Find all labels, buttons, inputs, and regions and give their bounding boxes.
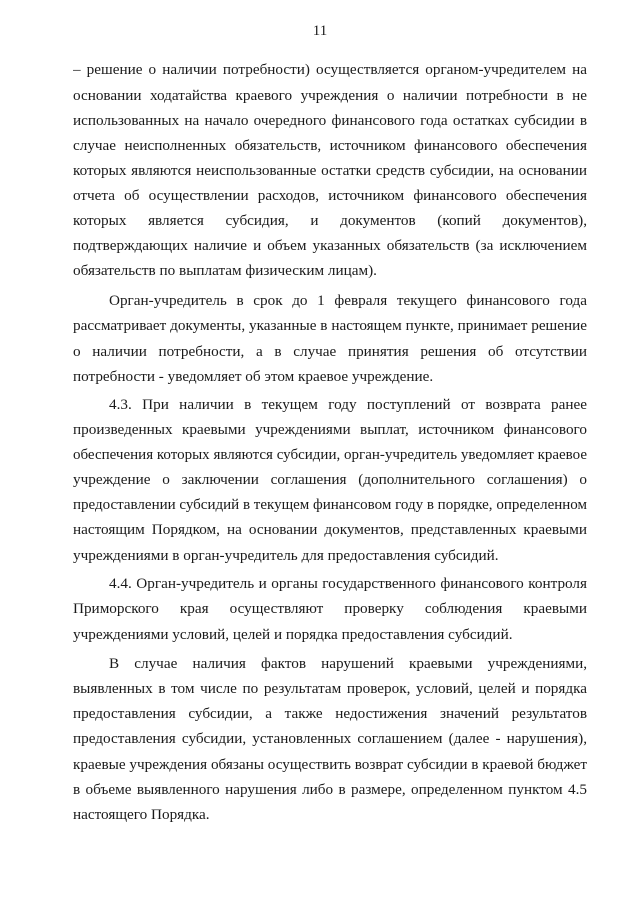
text-line: учреждениями условий, целей и порядка предоставления субсидий. <box>73 626 513 643</box>
text-line: Орган-учредитель в срок до 1 февраля текущего финансового года <box>109 292 587 309</box>
text-line: подтверждающих наличие и объем указанных обязательств (за исключением <box>73 237 587 254</box>
text-line: учреждение о заключении соглашения (дополнительного соглашения) о <box>73 471 587 488</box>
text-line: настоящим Порядком, на основании документов, представленных краевыми <box>73 521 587 538</box>
text-line: предоставлении субсидий в текущем финансовом году в порядке, определенном <box>73 497 587 513</box>
text-line: обеспечения которых являются субсидии, орган-учредитель уведомляет краевое <box>73 447 587 463</box>
text-line: в объеме выявленного нарушения либо в размере, определенном пунктом 4.5 <box>73 781 587 798</box>
text-line: отчета об осуществлении расходов, источником финансового обеспечения <box>73 187 587 204</box>
text-line: обязательств по выплатам физическим лицам). <box>73 262 377 279</box>
text-line: потребности - уведомляет об этом краевое учреждение. <box>73 368 434 385</box>
text-line: о наличии потребности, а в случае принятия решения об отсутствии <box>73 343 587 360</box>
text-line: использованных на начало очередного финансового года остатках субсидии в <box>73 112 587 129</box>
text-line: 4.4. Орган-учредитель и органы государственного финансового контроля <box>109 575 587 592</box>
text-line: произведенных краевыми учреждениями выплат, источником финансового <box>73 421 587 438</box>
text-line: рассматривает документы, указанные в настоящем пункте, принимает решение <box>73 317 587 334</box>
text-line: 4.3. При наличии в текущем году поступлений от возврата ранее <box>109 396 587 413</box>
text-line: предоставления субсидии, установленных соглашением (далее - нарушения), <box>73 730 587 747</box>
text-line: основании ходатайства краевого учреждения о наличии потребности в не <box>73 87 587 104</box>
text-line: которых является субсидия, и документов (копий документов), <box>73 212 587 229</box>
text-line: случае неисполненных обязательств, источником финансового обеспечения <box>73 137 587 154</box>
text-line: краевые учреждения обязаны осуществить возврат субсидии в краевой бюджет <box>73 756 587 773</box>
text-line: учреждениями в орган-учредитель для предоставления субсидий. <box>73 547 499 564</box>
text-line: предоставления субсидии, а также недостижения значений результатов <box>73 705 587 722</box>
text-line: выявленных в том числе по результатам проверок, условий, целей и порядка <box>73 680 587 697</box>
text-line: В случае наличия фактов нарушений краевыми учреждениями, <box>109 655 587 672</box>
page-number: 11 <box>312 23 328 39</box>
text-line: Приморского края осуществляют проверку соблюдения краевыми <box>73 600 587 617</box>
text-line: настоящего Порядка. <box>73 806 210 823</box>
text-line: которых являются неиспользованные остатки средств субсидии, на основании <box>73 162 587 179</box>
text-line: – решение о наличии потребности) осуществляется органом-учредителем на <box>73 61 587 78</box>
